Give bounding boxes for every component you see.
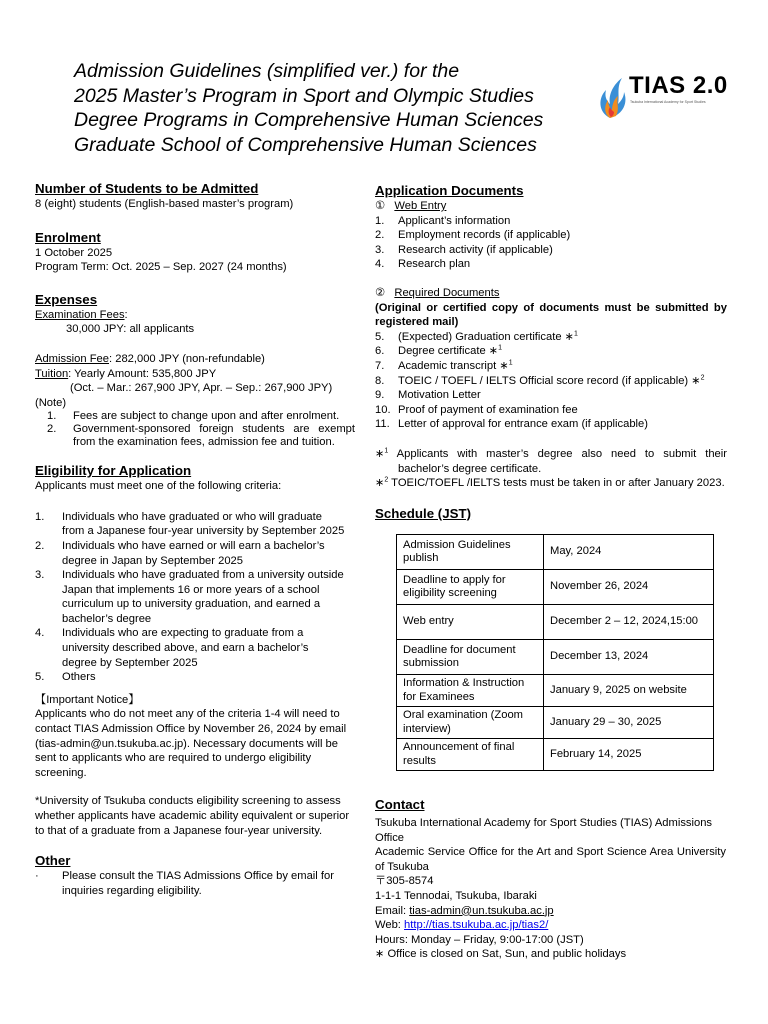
flame-logo-icon — [596, 68, 628, 120]
list-item: · Please consult the TIAS Admissions Office by email for inquiries regarding eligibility. — [35, 870, 334, 897]
contact-heading: Contact — [375, 797, 425, 812]
schedule-event: Announcement of final results — [397, 739, 544, 771]
email-link[interactable]: tias-admin@un.tsukuba.ac.jp — [409, 904, 554, 917]
tuition-line — [35, 367, 355, 382]
contact-email-line: Email: tias-admin@un.tsukuba.ac.jp — [375, 904, 554, 917]
schedule-date: November 26, 2024 — [544, 570, 714, 605]
other-heading: Other — [35, 853, 71, 869]
exam-fee-value: 30,000 JPY: all applicants — [66, 323, 195, 336]
website-link[interactable]: http://tias.tsukuba.ac.jp/tias2/ — [404, 919, 549, 932]
contact-closed: ∗ Office is closed on Sat, Sun, and public holidays — [375, 948, 627, 961]
schedule-date: May, 2024 — [544, 535, 714, 570]
list-item: 10. Proof of payment of examination fee — [375, 403, 578, 416]
eligibility-heading: Eligibility for Application — [35, 463, 192, 479]
expenses-heading: Expenses — [35, 291, 98, 307]
circled-2-marker: ② — [375, 286, 386, 299]
admission-fee-line — [35, 352, 355, 367]
web-entry-list — [375, 214, 727, 272]
exam-fee-label: Examination Fees — [35, 308, 125, 321]
contact-section — [375, 796, 726, 962]
list-item: 6. Degree certificate ∗$^1$ — [375, 344, 503, 358]
schedule-event: Deadline to apply for eligibility screening — [397, 570, 544, 605]
footnote-2: ∗$^2$ TOEIC/TOEFL /IELTS tests must be taken in or after January 2023. — [375, 476, 725, 490]
table-row — [397, 739, 714, 771]
list-item: 2. Employment records (if applicable) — [375, 229, 571, 242]
list-item: 8. TOEIC / TOEFL / IELTS Official score record (if applicable) ∗$^2$ — [375, 373, 705, 387]
tuition-label: Tuition — [35, 367, 69, 380]
tias-logo — [596, 60, 746, 116]
list-item: 1. Individuals who have graduated or who will graduate from a Japanese four-year university by September 2025 — [35, 510, 345, 538]
notice-text: Applicants who do not meet any of the criteria 1-4 will need to contact TIAS Admission Office by November 26, 2024 by email (tias-admin@un.tsukuba.ac.jp). Necessary documents will be sent to applicants who are required to undergo eligibility screening. — [35, 708, 347, 779]
schedule-date: February 14, 2025 — [544, 739, 714, 771]
right-column — [375, 182, 727, 522]
schedule-date: January 29 – 30, 2025 — [544, 707, 714, 739]
required-docs-heading — [375, 286, 727, 301]
required-docs-list — [375, 330, 727, 432]
schedule-event: Deadline for document submission — [397, 640, 544, 675]
enrolment-date: 1 October 2025 — [35, 246, 113, 259]
circled-1-marker: ① — [375, 200, 386, 212]
list-item: 4. Individuals who are expecting to graduate from a university described above, and earn a bachelor’s degree by September 2025 — [35, 627, 309, 669]
students-heading: Number of Students to be Admitted — [35, 181, 259, 196]
contact-hours: Hours: Monday – Friday, 9:00-17:00 (JST) — [375, 933, 584, 946]
table-row — [397, 675, 714, 707]
schedule-date: January 9, 2025 on website — [544, 675, 714, 707]
screening-note: *University of Tsukuba conducts eligibility screening to assess whether applicants have academic ability equivalent or superior to that of a graduate from a Japanese four-year university. — [35, 795, 350, 837]
contact-address: 1-1-1 Tennodai, Tsukuba, Ibaraki — [375, 889, 537, 902]
tuition-value: : Yearly Amount: 535,800 JPY — [68, 367, 217, 380]
title-line-4: Graduate School of Comprehensive Human Sciences — [74, 133, 537, 156]
schedule-table — [396, 534, 714, 771]
logo-wordmark — [629, 72, 728, 100]
list-item: 1. Fees are subject to change upon and after enrolment. — [47, 410, 340, 423]
schedule-event: Web entry — [397, 605, 544, 640]
list-item: 2. Government-sponsored foreign students are exempt from the examination fees, admission fee and tuition. — [47, 422, 355, 448]
list-item: 7. Academic transcript ∗$^1$ — [375, 359, 513, 372]
logo-version: 2.0 — [692, 72, 728, 99]
other-list — [35, 869, 355, 898]
admission-fee-label: Admission Fee — [35, 352, 109, 365]
contact-academy: Tsukuba International Academy for Sport Studies (TIAS) Admissions Office — [375, 817, 713, 844]
note-label: (Note) — [35, 396, 67, 409]
exam-fee-label-line: Examination Fees: — [35, 308, 128, 321]
footnote-1: ∗$^1$ Applicants with master’s degree also need to submit their bachelor’s degree certificate. — [375, 447, 727, 475]
documents-heading: Application Documents — [375, 183, 524, 198]
schedule-date: December 2 – 12, 2024,15:00 — [544, 605, 714, 640]
title-line-2: 2025 Master’s Program in Sport and Olympic Studies — [74, 84, 534, 107]
list-item: 5. Others — [35, 671, 96, 684]
logo-name: TIAS — [629, 72, 686, 99]
schedule-event: Admission Guidelines publish — [397, 535, 544, 570]
admission-fee-value: : 282,000 JPY (non-refundable) — [109, 352, 265, 365]
required-docs-note: (Original or certified copy of documents must be submitted by registered mail) — [375, 301, 727, 329]
schedule-event: Information & Instruction for Examinees — [397, 675, 544, 707]
list-item: 2. Individuals who have earned or will earn a bachelor’s degree in Japan by September 2025 — [35, 539, 325, 567]
table-row — [397, 570, 714, 605]
list-item: 11. Letter of approval for entrance exam (if applicable) — [375, 418, 648, 431]
left-column — [35, 180, 355, 898]
enrolment-heading: Enrolment — [35, 229, 101, 245]
list-item: 5. (Expected) Graduation certificate ∗$^1$ — [375, 330, 578, 343]
contact-web-line: Web: http://tias.tsukuba.ac.jp/tias2/ — [375, 919, 549, 932]
students-text: 8 (eight) students (English-based master’s program) — [35, 198, 294, 210]
schedule-heading: Schedule (JST) — [375, 505, 472, 521]
notice-heading: 【Important Notice】 — [35, 693, 140, 706]
table-row — [397, 707, 714, 739]
table-row — [397, 640, 714, 675]
required-docs-label: Required Documents — [394, 286, 500, 299]
table-row — [397, 605, 714, 640]
list-item: 4. Research plan — [375, 258, 471, 271]
tuition-detail: (Oct. – Mar.: 267,900 JPY, Apr. – Sep.: 267,900 JPY) — [70, 382, 333, 395]
web-entry-heading — [375, 199, 727, 214]
list-item: 3. Individuals who have graduated from a university outside Japan that implements 16 or more years of a school curriculum up to university graduation, and earned a bachelor’s degree — [35, 569, 344, 625]
fee-notes — [35, 410, 355, 448]
page-title — [74, 59, 594, 157]
eligibility-intro: Applicants must meet one of the following criteria: — [35, 480, 282, 493]
enrolment-term: Program Term: Oct. 2025 – Sep. 2027 (24 months) — [35, 261, 287, 274]
logo-subtitle: Tsukuba International Academy for Sport Studies — [630, 100, 706, 104]
table-row — [397, 535, 714, 570]
list-item: 1. Applicant’s information — [375, 214, 511, 227]
list-item: 9. Motivation Letter — [375, 389, 481, 402]
title-line-3: Degree Programs in Comprehensive Human Sciences — [74, 109, 544, 131]
eligibility-criteria — [35, 510, 355, 685]
list-item: 3. Research activity (if applicable) — [375, 243, 553, 256]
web-entry-label: Web Entry — [394, 200, 447, 212]
title-line-1: Admission Guidelines (simplified ver.) for the — [74, 60, 460, 82]
schedule-date: December 13, 2024 — [544, 640, 714, 675]
schedule-event: Oral examination (Zoom interview) — [397, 707, 544, 739]
contact-office: Academic Service Office for the Art and Sport Science Area University of Tsukuba — [375, 846, 726, 873]
contact-postal: 〒305-8574 — [375, 875, 434, 888]
